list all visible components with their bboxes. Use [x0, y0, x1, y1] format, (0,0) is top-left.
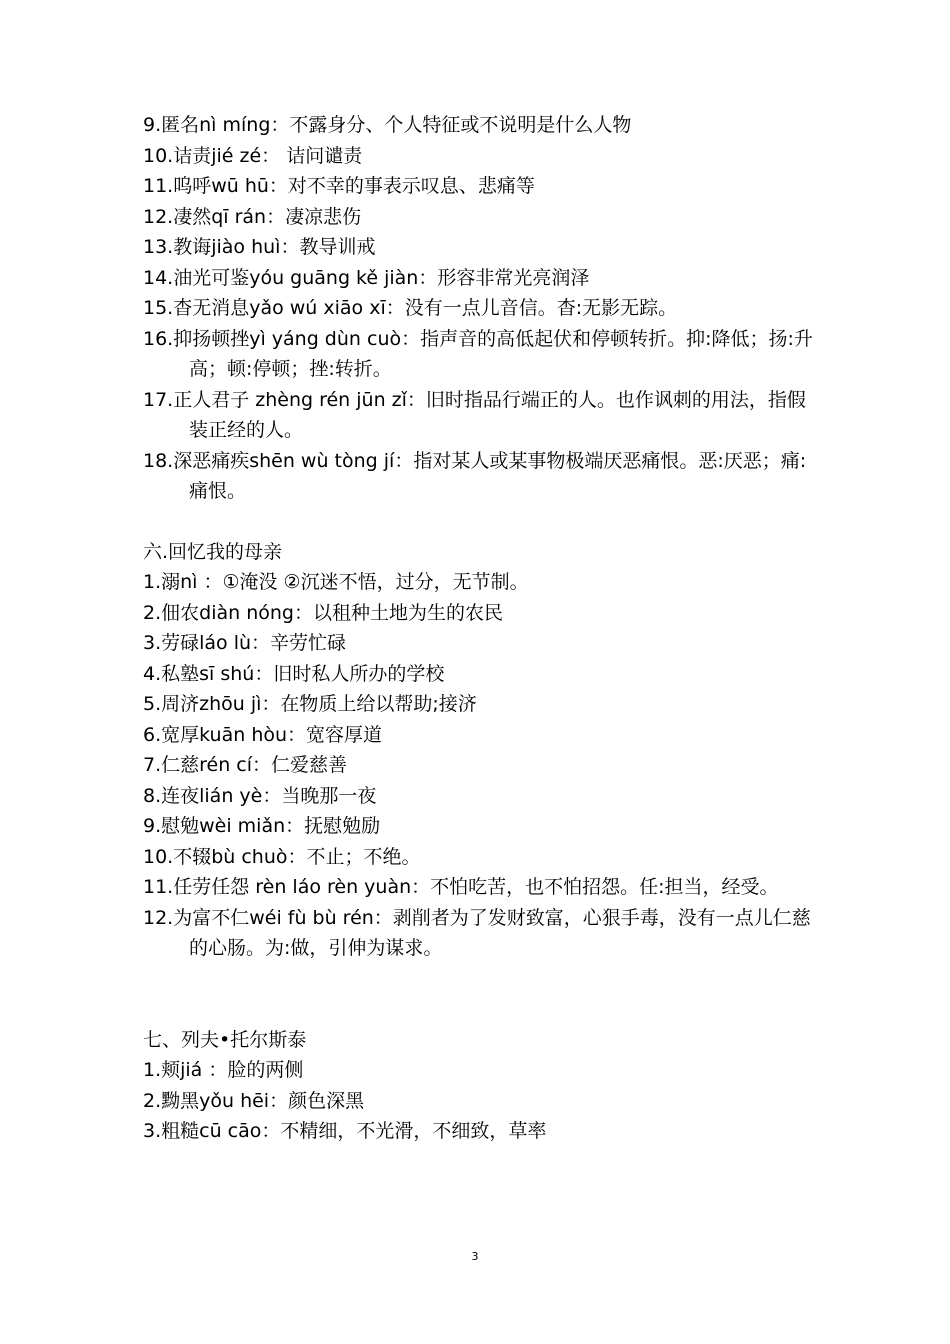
vocab-entry: 3.劳碌láo lù：辛劳忙碌 — [143, 632, 347, 654]
page-number: 3 — [471, 1250, 479, 1263]
vocab-entry: 12.凄然qī rán：凄凉悲伤 — [143, 205, 362, 228]
vocab-entry: 1.溺nì ：①淹没 ②沉迷不悟，过分，无节制。 — [143, 571, 529, 593]
vocab-entry: 16.抑扬顿挫yì yáng dùn cuò：指声音的高低起伏和停顿转折。抑:降低；扬:升高；顿:停顿；挫:转折。 — [143, 327, 813, 380]
vocab-entry: 13.教诲jiào huì：教导训戒 — [143, 236, 376, 258]
vocab-entry: 17.正人君子 zhèng rén jūn zǐ：旧时指品行端正的人。也作讽刺的用法，指假装正经的人。 — [143, 388, 806, 441]
section-title: 六.回忆我的母亲 — [143, 540, 283, 563]
vocab-entry: 11.任劳任怨 rèn láo rèn yuàn：不怕吃苦，也不怕招怨。任:担当，经受。 — [143, 876, 779, 898]
vocab-entry: 8.连夜lián yè：当晚那一夜 — [143, 784, 377, 807]
section6 — [143, 537, 813, 964]
vocab-entry: 9.匿名nì míng：不露身分、个人特征或不说明是什么人物 — [143, 114, 632, 136]
vocab-entry: 9.慰勉wèi miǎn：抚慰勉励 — [143, 815, 381, 837]
vocab-entry: 15.杳无消息yǎo wú xiāo xī：没有一点儿音信。杳:无影无踪。 — [143, 297, 678, 319]
vocab-entry: 6.宽厚kuān hòu：宽容厚道 — [143, 723, 383, 746]
vocab-entry: 10.诘责jié zé： 诘问谴责 — [143, 144, 363, 167]
section5-continued — [143, 110, 813, 507]
vocab-entry: 5.周济zhōu jì：在物质上给以帮助;接济 — [143, 693, 477, 715]
vocab-entry: 1.颊jiá ：脸的两侧 — [143, 1059, 304, 1081]
vocab-entry: 3.粗糙cū cāo：不精细，不光滑，不细致，草率 — [143, 1120, 547, 1142]
vocab-entry: 14.油光可鉴yóu guāng kě jiàn：形容非常光亮润泽 — [143, 266, 590, 289]
vocab-entry: 7.仁慈rén cí：仁爱慈善 — [143, 754, 348, 776]
vocab-entry: 2.佃农diàn nóng：以租种土地为生的农民 — [143, 601, 503, 624]
vocab-entry: 10.不辍bù chuò：不止；不绝。 — [143, 845, 421, 868]
section7 — [143, 1025, 813, 1147]
vocab-entry: 2.黝黑yǒu hēi：颜色深黑 — [143, 1089, 365, 1112]
vocab-entry: 4.私塾sī shú：旧时私人所办的学校 — [143, 662, 445, 685]
section-title: 七、列夫•托尔斯泰 — [143, 1028, 307, 1051]
vocab-entry: 18.深恶痛疾shēn wù tòng jí：指对某人或某事物极端厌恶痛恨。恶:厌恶；痛:痛恨。 — [143, 449, 807, 502]
vocab-entry: 12.为富不仁wéi fù bù rén：剥削者为了发财致富，心狠手毒，没有一点儿仁慈的心肠。为:做，引伸为谋求。 — [143, 906, 811, 959]
page-content — [143, 110, 813, 1147]
vocab-entry: 11.呜呼wū hū：对不幸的事表示叹息、悲痛等 — [143, 175, 535, 197]
